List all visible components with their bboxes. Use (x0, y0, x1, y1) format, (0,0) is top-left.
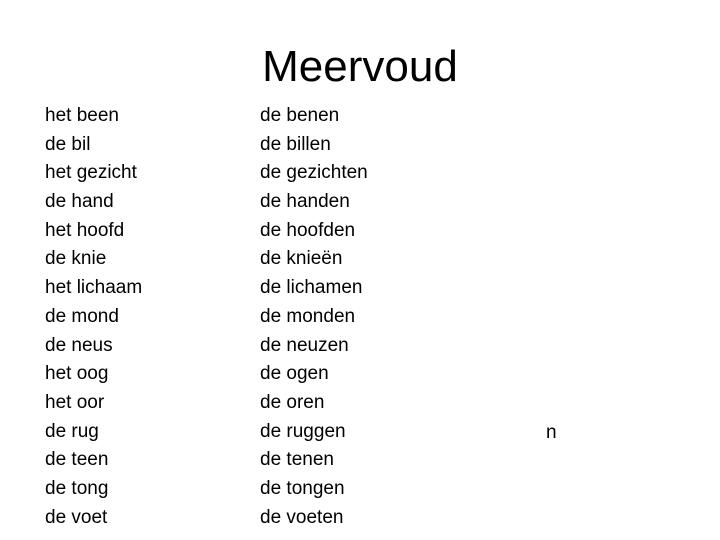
plural-word: de neuzen (260, 334, 349, 356)
plural-word: de tenen (260, 449, 334, 471)
singular-word: de rug (45, 420, 99, 442)
singular-word-list (45, 102, 142, 532)
stray-letter: n (546, 421, 557, 443)
plural-word: de lichamen (260, 277, 363, 299)
singular-word: de tong (45, 477, 109, 499)
singular-word: de knie (45, 248, 107, 270)
plural-word: de gezichten (260, 162, 368, 184)
slide-title-text: Meervoud (262, 42, 458, 91)
singular-word: het oog (45, 363, 109, 385)
plural-word: de handen (260, 191, 350, 213)
singular-word: het been (45, 105, 119, 126)
singular-word: de voet (45, 506, 108, 528)
singular-word: het gezicht (45, 162, 137, 184)
plural-word: de ogen (260, 363, 329, 385)
plural-word: de billen (260, 133, 331, 155)
plural-word: de monden (260, 305, 356, 327)
plural-word: de knieën (260, 248, 343, 270)
plural-word: de hoofden (260, 219, 356, 241)
singular-word: het oor (45, 391, 105, 413)
plural-word: de benen (260, 105, 340, 126)
singular-word: de bil (45, 133, 91, 155)
singular-word: het hoofd (45, 219, 125, 241)
plural-word: de ruggen (260, 420, 346, 442)
singular-word: de neus (45, 334, 113, 356)
singular-word: de hand (45, 191, 114, 213)
plural-word: de tongen (260, 477, 345, 499)
singular-word: het lichaam (45, 277, 143, 299)
plural-word: de oren (260, 391, 325, 413)
singular-word: de teen (45, 449, 109, 471)
plural-word: de voeten (260, 506, 344, 528)
singular-word: de mond (45, 305, 119, 327)
slide-title (0, 40, 720, 94)
plural-word-list (260, 102, 368, 532)
